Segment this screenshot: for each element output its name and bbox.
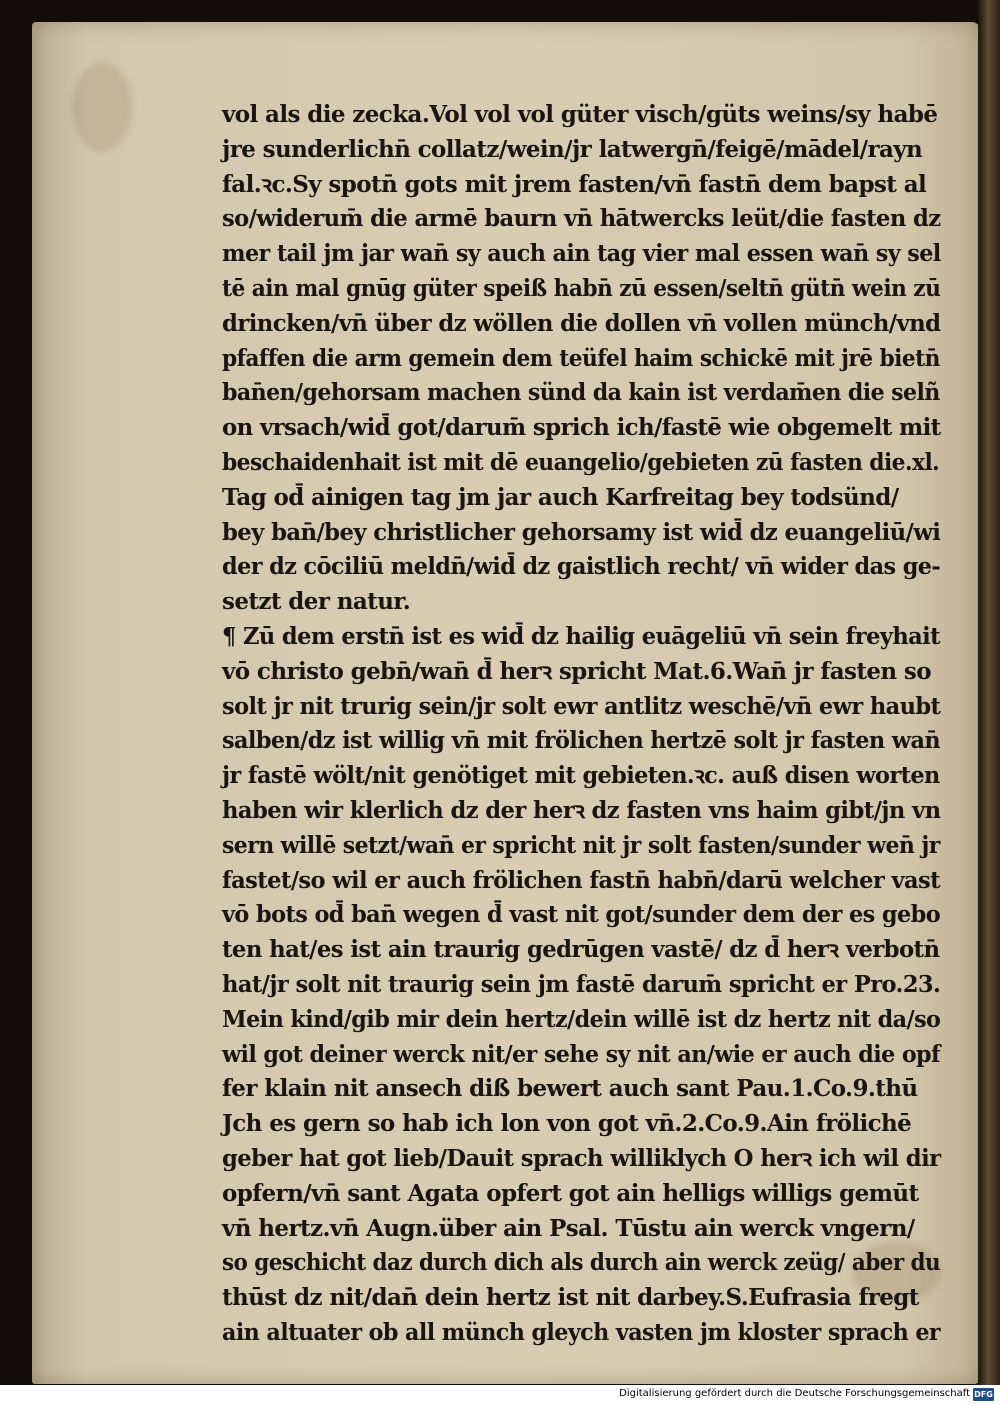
- text-line: on vrsach/wid̄ got/darum̄ sprich ich/fastē wie obgemelt mit: [222, 414, 941, 442]
- text-line: fer klain nit ansech diß bewert auch sant Pau.1.Co.9.thū: [222, 1075, 918, 1103]
- text-line: ten hat/es ist ain traurig gedrūgen vastē/ dz d̄ herꝛ verbotn̄: [222, 936, 940, 964]
- text-line: geber hat got lieb/Dauit sprach williklych O herꝛ ich wil dir: [222, 1144, 941, 1172]
- text-line: vol als die zecka.Vol vol vol güter visch/güts weins/sy habē: [222, 101, 938, 128]
- text-line: wil got deiner werck nit/er sehe sy nit an/wie er auch die opf: [222, 1040, 940, 1068]
- text-line: Jch es gern so hab ich lon von got vn̄.2.Co.9.Ain frölichē: [222, 1110, 912, 1138]
- text-line: tē ain mal gnūg güter speiß habn̄ zū essen/seltn̄ gütn̄ wein zū: [222, 274, 941, 302]
- paper-stain: [72, 62, 132, 152]
- page-edge: [978, 0, 1000, 1385]
- text-line: salben/dz ist willig vn̄ mit frölichen hertzē solt jr fasten wan̄: [222, 727, 941, 755]
- text-line: jre sunderlichn̄ collatz/wein/jr latwergn̄/feigē/mādel/rayn: [222, 135, 923, 163]
- digitization-credit: Digitalisierung gefördert durch die Deutsche Forschungsgemeinschaft: [619, 1388, 970, 1399]
- text-line: hat/jr solt nit traurig sein jm fastē darum̄ spricht er Pro.23.: [222, 970, 941, 998]
- text-line: vn̄ hertz.vn̄ Augn.über ain Psal. Tūstu ain werck vngern/: [222, 1214, 915, 1242]
- text-line: so/widerum̄ die armē baurn vn̄ hātwercks leüt/die fasten dz: [222, 205, 941, 233]
- text-line: opfern/vn̄ sant Agata opfert got ain helligs willigs gemūt: [222, 1179, 919, 1207]
- text-line: ain altuater ob all münch gleych vasten jm kloster sprach er: [222, 1318, 941, 1346]
- page-text: [222, 98, 940, 1351]
- text-line: bey ban̄/bey christlicher gehorsamy ist wid̄ dz euangeliū/wi: [222, 518, 941, 546]
- text-line: pfaffen die arm gemein dem teüfel haim schickē mit jrē bietn̄: [222, 344, 940, 372]
- text-line: Mein kind/gib mir dein hertz/dein willē ist dz hertz nit da/so: [222, 1005, 941, 1033]
- text-line: Tag od̄ ainigen tag jm jar auch Karfreitag bey todsünd/: [222, 483, 899, 511]
- text-line: setzt der natur.: [222, 588, 411, 616]
- text-line: vō bots od̄ ban̄ wegen d̄ vast nit got/sunder dem der es gebo: [222, 901, 941, 929]
- text-line: jr fastē wölt/nit genötiget mit gebieten.ꝛc. auß disen worten: [222, 762, 940, 790]
- text-line: ¶ Zū dem erstn̄ ist es wid̄ dz hailig euāgeliū vn̄ sein freyhait: [222, 622, 940, 650]
- text-line: der dz cōciliū meldn̄/wid̄ dz gaistlich recht/ vn̄ wider das ge-: [222, 553, 941, 581]
- footer-bar: [0, 1385, 1000, 1405]
- text-line: solt jr nit trurig sein/jr solt ewr antlitz weschē/vn̄ ewr haubt: [222, 692, 941, 720]
- text-line: sern willē setzt/wan̄ er spricht nit jr solt fasten/sunder wen̄ jr: [222, 831, 940, 859]
- text-line: vō christo gebn̄/wan̄ d̄ herꝛ spricht Mat.6.Wan̄ jr fasten so: [222, 657, 932, 685]
- text-line: fal.ꝛc.Sy spotn̄ gots mit jrem fasten/vn̄ fastn̄ dem bapst al: [222, 170, 927, 198]
- text-line: so geschicht daz durch dich als durch ain werck zeüg/ aber du: [222, 1249, 941, 1277]
- text-line: ban̄en/gehorsam machen sünd da kain ist verdam̄en die selñ: [222, 379, 940, 407]
- text-line: fastet/so wil er auch frölichen fastn̄ habn̄/darū welcher vast: [222, 866, 941, 894]
- text-line: mer tail jm jar wan̄ sy auch ain tag vier mal essen wan̄ sy sel: [222, 240, 941, 268]
- text-line: haben wir klerlich dz der herꝛ dz fasten vns haim gibt/jn vn: [222, 796, 941, 824]
- dfg-logo-icon: DFG: [974, 1390, 993, 1399]
- text-line: drincken/vn̄ über dz wöllen die dollen vn̄ vollen münch/vnd: [222, 309, 941, 337]
- text-line: beschaidenhait ist mit dē euangelio/gebieten zū fasten die.xl.: [222, 448, 940, 476]
- text-line: thūst dz nit/dan̄ dein hertz ist nit darbey.S.Eufrasia fregt: [222, 1284, 919, 1312]
